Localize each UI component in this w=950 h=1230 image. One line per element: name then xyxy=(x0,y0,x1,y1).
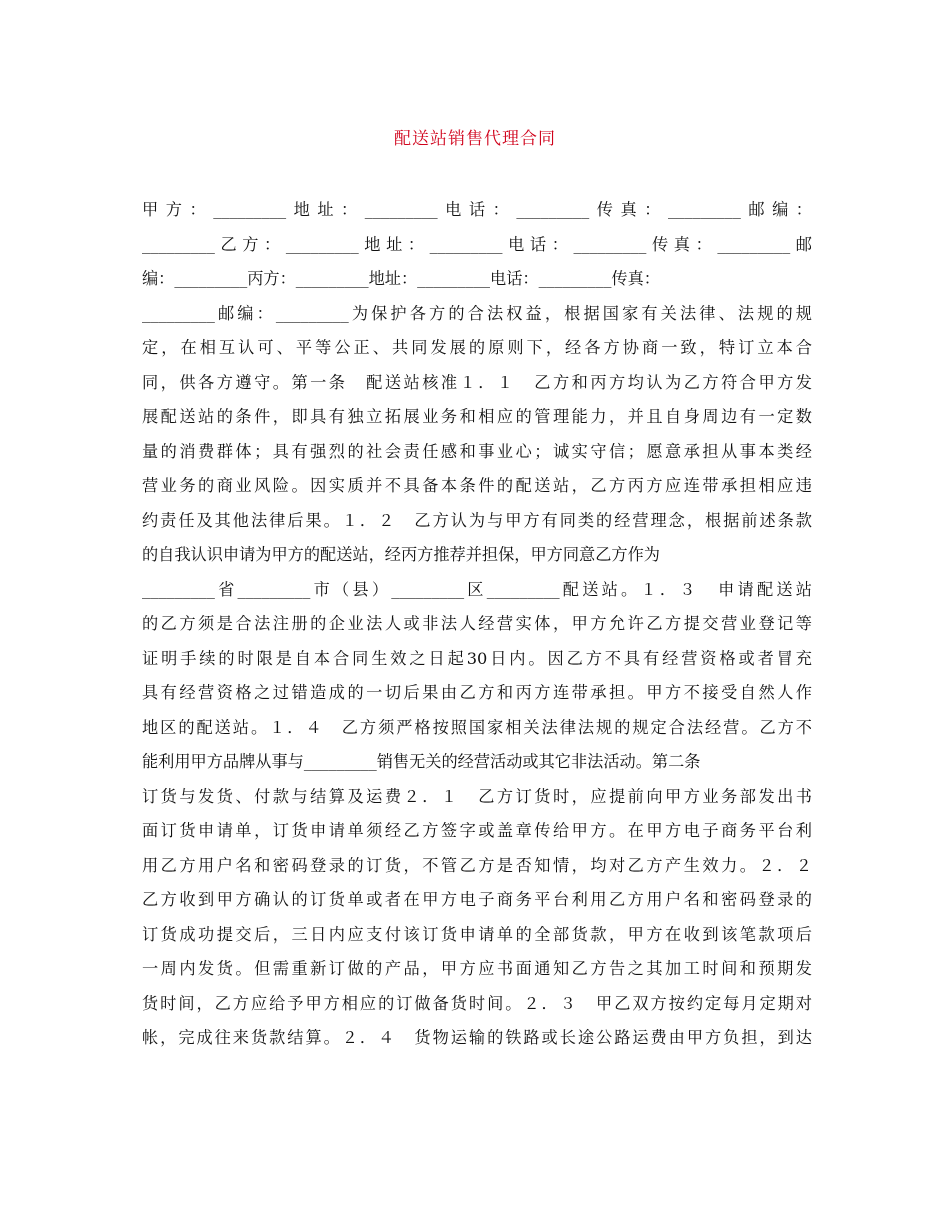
body-line: _________邮编：_________为保护各方的合法权益，根据国家有关法律、法规的规 xyxy=(142,303,812,323)
contract-body xyxy=(142,193,812,1056)
contract-title: 配送站销售代理合同 xyxy=(394,129,556,149)
body-line: 能利用甲方品牌从事与_________销售无关的经营活动或其它非法活动。第二条 xyxy=(142,752,701,771)
body-line: 量的消费群体；具有强烈的社会责任感和事业心；诚实守信；愿意承担从事本类经 xyxy=(142,441,812,461)
body-line: 甲方：_________地址：_________电话：_________传真：_________邮编： xyxy=(142,200,812,219)
body-line: 具有经营资格之过错造成的一切后果由乙方和丙方连带承担。甲方不接受自然人作 xyxy=(142,683,812,702)
body-line: 地区的配送站。１．４ 乙方须严格按照国家相关法律法规的规定合法经营。乙方不 xyxy=(142,717,812,737)
body-line: 同，供各方遵守。第一条 配送站核准１．１ 乙方和丙方均认为乙方符合甲方发 xyxy=(142,372,812,392)
body-line: 的自我认识申请为甲方的配送站，经丙方推荐并担保，甲方同意乙方作为 xyxy=(142,545,660,564)
body-line: 订货与发货、付款与结算及运费２．１ 乙方订货时，应提前向甲方业务部发出书 xyxy=(142,786,812,806)
body-line: 约责任及其他法律后果。１．２ 乙方认为与甲方有同类的经营理念，根据前述条款 xyxy=(142,510,812,530)
body-line: 证明手续的时限是自本合同生效之日起30日内。因乙方不具有经营资格或者冒充 xyxy=(142,648,812,668)
body-line: _________省_________市（县）_________区_________配送站。１．３ 申请配送站 xyxy=(142,579,812,599)
body-line: 编：_________丙方：_________地址：_________电话：_________传真： xyxy=(142,269,660,288)
body-line: 定，在相互认可、平等公正、共同发展的原则下，经各方协商一致，特订立本合 xyxy=(142,338,812,357)
body-line: 帐，完成往来货款结算。２．４ 货物运输的铁路或长途公路运费由甲方负担，到达 xyxy=(142,1028,812,1047)
body-line: 订货成功提交后，三日内应支付该订货申请单的全部货款，甲方在收到该笔款项后 xyxy=(142,924,812,944)
body-line: 的乙方须是合法注册的企业法人或非法人经营实体，甲方允许乙方提交营业登记等 xyxy=(142,614,812,633)
body-line: _________乙方：_________地址：_________电话：_________传真：_________邮 xyxy=(142,234,812,254)
body-line: 展配送站的条件，即具有独立拓展业务和相应的管理能力，并且自身周边有一定数 xyxy=(142,407,812,426)
body-line: 货时间，乙方应给予甲方相应的订做备货时间。２．３ 甲乙双方按约定每月定期对 xyxy=(142,993,812,1013)
body-line: 用乙方用户名和密码登录的订货，不管乙方是否知情，均对乙方产生效力。２．２ xyxy=(142,855,812,875)
body-line: 面订货申请单，订货申请单须经乙方签字或盖章传给甲方。在甲方电子商务平台利 xyxy=(142,821,812,840)
body-line: 营业务的商业风险。因实质并不具备本条件的配送站，乙方丙方应连带承担相应违 xyxy=(142,476,812,495)
body-line: 乙方收到甲方确认的订货单或者在甲方电子商务平台利用乙方用户名和密码登录的 xyxy=(142,890,812,909)
body-line: 一周内发货。但需重新订做的产品，甲方应书面通知乙方告之其加工时间和预期发 xyxy=(142,959,812,978)
